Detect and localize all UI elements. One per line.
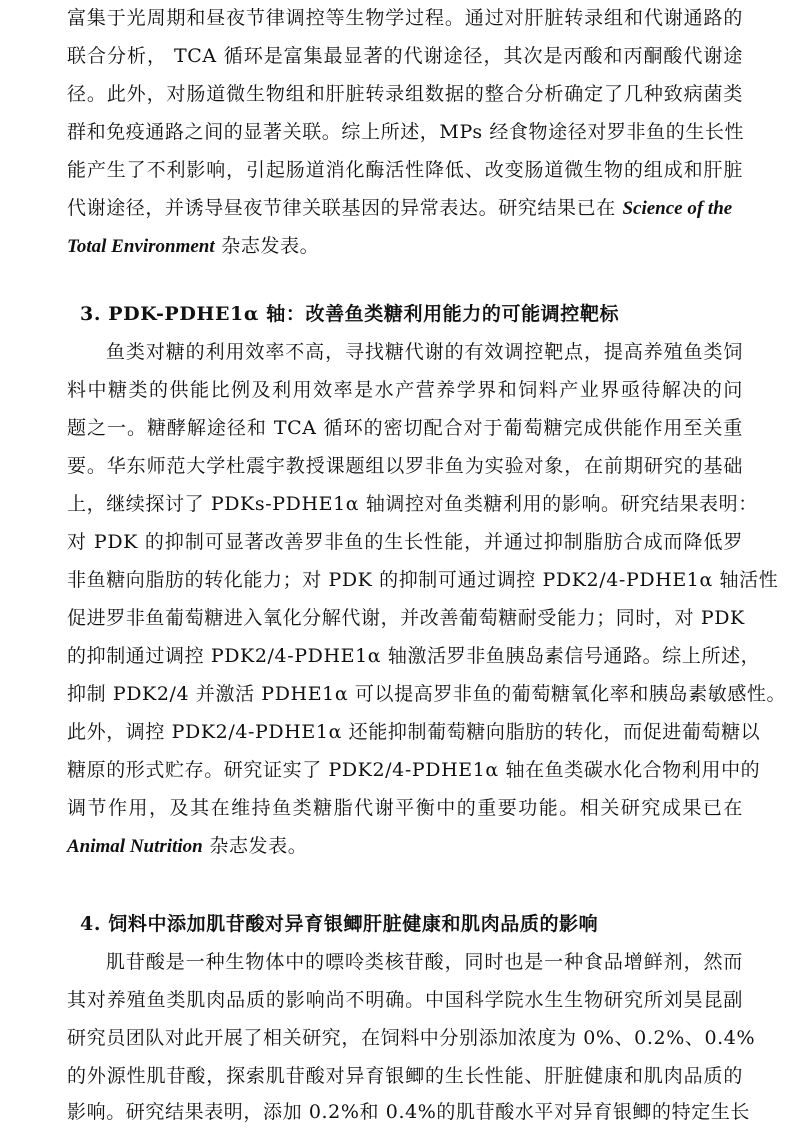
paragraph-line: 糖原的形式贮存。研究证实了 PDK2/4-PDHE1α 轴在鱼类碳水化合物利用中的 — [67, 759, 761, 781]
paragraph-line: 促进罗非鱼葡萄糖进入氧化分解代谢，并改善葡萄糖耐受能力；同时，对 PDK — [67, 607, 745, 629]
paragraph-text: 杂志发表。 — [202, 835, 308, 857]
paragraph-line: 联合分析， TCA 循环是富集最显著的代谢途径，其次是丙酸和丙酮酸代谢途 — [67, 45, 743, 67]
paragraph-line: 影响。研究结果表明，添加 0.2%和 0.4%的肌苷酸水平对异育银鲫的特定生长 — [67, 1101, 751, 1123]
paragraph-line: 要。华东师范大学杜震宇教授课题组以罗非鱼为实验对象，在前期研究的基础 — [67, 455, 743, 477]
paragraph-line — [67, 190, 743, 226]
paragraph-line — [67, 828, 743, 864]
paragraph-line: 抑制 PDK2/4 并激活 PDHE1α 可以提高罗非鱼的葡萄糖氧化率和胰岛素敏感性。 — [67, 683, 787, 705]
paragraph-line: 调节作用，及其在维持鱼类糖脂代谢平衡中的重要功能。相关研究成果已在 — [67, 797, 743, 819]
paragraph-text: 代谢途径，并诱导昼夜节律关联基因的异常表达。研究结果已在 — [67, 197, 623, 219]
journal-name: Total Environment — [67, 236, 215, 257]
paragraph-text: 杂志发表。 — [214, 235, 320, 257]
section-heading: 4. 饲料中添加肌苷酸对异育银鲫肝脏健康和肌肉品质的影响 — [80, 913, 599, 935]
paragraph-line: 上，继续探讨了 PDKs-PDHE1α 轴调控对鱼类糖利用的影响。研究结果表明： — [67, 493, 758, 515]
paragraph-line: 径。此外，对肠道微生物组和肝脏转录组数据的整合分析确定了几种致病菌类 — [67, 83, 743, 105]
paragraph-line: 题之一。糖酵解途径和 TCA 循环的密切配合对于葡萄糖完成供能作用至关重 — [67, 417, 743, 439]
paragraph-line: 的外源性肌苷酸，探索肌苷酸对异育银鲫的生长性能、肝脏健康和肌肉品质的 — [67, 1065, 743, 1087]
paragraph-line: 肌苷酸是一种生物体中的嘌呤类核苷酸，同时也是一种食品增鲜剂，然而 — [106, 951, 743, 973]
section-heading: 3. PDK-PDHE1α 轴：改善鱼类糖利用能力的可能调控靶标 — [80, 303, 620, 325]
paragraph-line: 研究员团队对此开展了相关研究，在饲料中分别添加浓度为 0%、0.2%、0.4% — [67, 1027, 756, 1049]
paragraph-line: 非鱼糖向脂肪的转化能力；对 PDK 的抑制可通过调控 PDK2/4-PDHE1α 轴活性 — [67, 569, 779, 591]
paragraph-line: 群和免疫通路之间的显著关联。综上所述，MPs 经食物途径对罗非鱼的生长性 — [67, 121, 745, 143]
journal-name: Animal Nutrition — [67, 836, 203, 857]
paragraph-line: 其对养殖鱼类肌肉品质的影响尚不明确。中国科学院水生生物研究所刘昊昆副 — [67, 989, 743, 1011]
paragraph-line: 对 PDK 的抑制可显著改善罗非鱼的生长性能，并通过抑制脂肪合成而降低罗 — [67, 531, 743, 553]
paragraph-line: 此外，调控 PDK2/4-PDHE1α 还能抑制葡萄糖向脂肪的转化，而促进葡萄糖以 — [67, 721, 761, 743]
paragraph-line: 的抑制通过调控 PDK2/4-PDHE1α 轴激活罗非鱼胰岛素信号通路。综上所述， — [67, 645, 761, 667]
paragraph-line: 富集于光周期和昼夜节律调控等生物学过程。通过对肝脏转录组和代谢通路的 — [67, 7, 743, 29]
paragraph-line: 鱼类对糖的利用效率不高，寻找糖代谢的有效调控靶点，提高养殖鱼类饲 — [106, 341, 743, 363]
paragraph-line: 能产生了不利影响，引起肠道消化酶活性降低、改变肠道微生物的组成和肝脏 — [67, 159, 743, 181]
paragraph-line — [67, 228, 743, 264]
paragraph-line: 料中糖类的供能比例及利用效率是水产营养学界和饲料产业界亟待解决的问 — [67, 379, 743, 401]
journal-name: Science of the — [622, 198, 733, 219]
